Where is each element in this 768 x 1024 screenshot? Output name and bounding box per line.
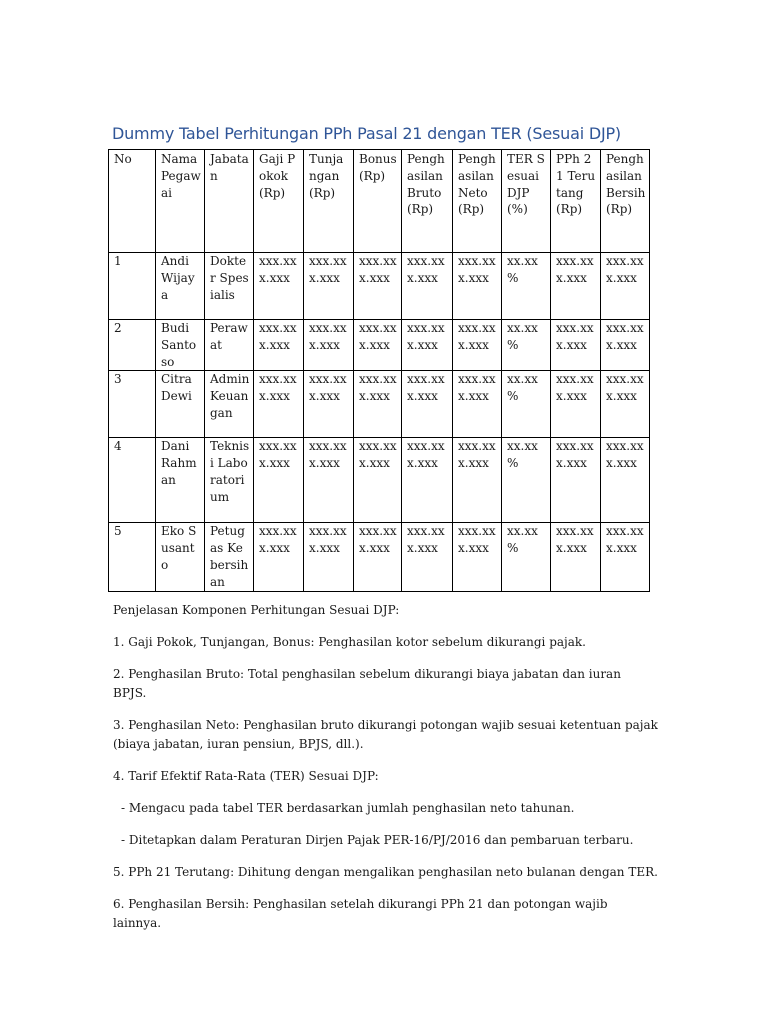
header-tunjangan: Tunjangan (Rp)	[304, 150, 354, 253]
table-row	[109, 438, 650, 523]
cell-no: 5	[109, 523, 156, 591]
header-pph21-terutang: PPh 21 Terutang (Rp)	[551, 150, 601, 253]
cell-jabatan: Dokter Spesialis	[205, 253, 254, 320]
cell-penghasilan-bruto: xxx.xxx.xxx	[402, 320, 453, 371]
note-subitem: - Ditetapkan dalam Peraturan Dirjen Pajak PER-16/PJ/2016 dan pembaruan terbaru.	[121, 833, 634, 847]
note-item: 6. Penghasilan Bersih: Penghasilan setelah dikurangi PPh 21 dan potongan wajib lainnya.	[113, 897, 608, 930]
cell-no: 4	[109, 438, 156, 523]
table-row	[109, 523, 650, 591]
cell-penghasilan-bruto: xxx.xxx.xxx	[402, 438, 453, 523]
cell-nama-pegawai: Andi Wijaya	[156, 253, 205, 320]
table-row	[109, 320, 650, 371]
header-penghasilan-bersih: Penghasilan Bersih (Rp)	[601, 150, 650, 253]
cell-tunjangan: xxx.xxx.xxx	[304, 253, 354, 320]
header-ter: TER Sesuai DJP (%)	[502, 150, 551, 253]
cell-nama-pegawai: Budi Santoso	[156, 320, 205, 371]
header-penghasilan-neto: Penghasilan Neto (Rp)	[453, 150, 502, 253]
cell-no: 2	[109, 320, 156, 371]
header-no: No	[109, 150, 156, 253]
header-penghasilan-bruto: Penghasilan Bruto (Rp)	[402, 150, 453, 253]
cell-ter: xx.xx %	[502, 253, 551, 320]
cell-penghasilan-neto: xxx.xxx.xxx	[453, 253, 502, 320]
header-gaji-pokok: Gaji Pokok (Rp)	[254, 150, 304, 253]
cell-jabatan: Petugas Kebersihan	[205, 523, 254, 591]
cell-nama-pegawai: Eko Susanto	[156, 523, 205, 591]
header-bonus: Bonus (Rp)	[354, 150, 402, 253]
cell-ter: xx.xx %	[502, 438, 551, 523]
cell-no: 1	[109, 253, 156, 320]
cell-pph21-terutang: xxx.xxx.xxx	[551, 371, 601, 438]
cell-pph21-terutang: xxx.xxx.xxx	[551, 523, 601, 591]
cell-penghasilan-neto: xxx.xxx.xxx	[453, 371, 502, 438]
table-row	[109, 371, 650, 438]
cell-bonus: xxx.xxx.xxx	[354, 438, 402, 523]
cell-bonus: xxx.xxx.xxx	[354, 320, 402, 371]
cell-penghasilan-neto: xxx.xxx.xxx	[453, 438, 502, 523]
cell-ter: xx.xx %	[502, 320, 551, 371]
cell-gaji-pokok: xxx.xxx.xxx	[254, 523, 304, 591]
cell-tunjangan: xxx.xxx.xxx	[304, 320, 354, 371]
cell-tunjangan: xxx.xxx.xxx	[304, 438, 354, 523]
cell-pph21-terutang: xxx.xxx.xxx	[551, 438, 601, 523]
cell-bonus: xxx.xxx.xxx	[354, 253, 402, 320]
cell-bonus: xxx.xxx.xxx	[354, 371, 402, 438]
cell-no: 3	[109, 371, 156, 438]
cell-penghasilan-bruto: xxx.xxx.xxx	[402, 371, 453, 438]
note-item: 5. PPh 21 Terutang: Dihitung dengan mengalikan penghasilan neto bulanan dengan TER.	[113, 865, 658, 879]
cell-nama-pegawai: Dani Rahman	[156, 438, 205, 523]
cell-bonus: xxx.xxx.xxx	[354, 523, 402, 591]
cell-jabatan: Teknisi Laboratorium	[205, 438, 254, 523]
cell-penghasilan-bruto: xxx.xxx.xxx	[402, 253, 453, 320]
cell-ter: xx.xx %	[502, 523, 551, 591]
header-jabatan: Jabatan	[205, 150, 254, 253]
note-subitem: - Mengacu pada tabel TER berdasarkan jumlah penghasilan neto tahunan.	[121, 801, 575, 815]
table-header-row	[109, 150, 650, 253]
cell-pph21-terutang: xxx.xxx.xxx	[551, 320, 601, 371]
notes-section	[113, 601, 658, 946]
note-item: 1. Gaji Pokok, Tunjangan, Bonus: Penghasilan kotor sebelum dikurangi pajak.	[113, 635, 586, 649]
cell-nama-pegawai: Citra Dewi	[156, 371, 205, 438]
pph21-table	[108, 149, 650, 592]
cell-tunjangan: xxx.xxx.xxx	[304, 371, 354, 438]
cell-jabatan: Admin Keuangan	[205, 371, 254, 438]
document-title: Dummy Tabel Perhitungan PPh Pasal 21 dengan TER (Sesuai DJP)	[112, 124, 621, 143]
cell-penghasilan-bersih: xxx.xxx.xxx	[601, 438, 650, 523]
cell-pph21-terutang: xxx.xxx.xxx	[551, 253, 601, 320]
note-item: 4. Tarif Efektif Rata-Rata (TER) Sesuai DJP:	[113, 769, 379, 783]
cell-penghasilan-bersih: xxx.xxx.xxx	[601, 320, 650, 371]
cell-gaji-pokok: xxx.xxx.xxx	[254, 253, 304, 320]
cell-gaji-pokok: xxx.xxx.xxx	[254, 320, 304, 371]
cell-penghasilan-neto: xxx.xxx.xxx	[453, 320, 502, 371]
note-item: 3. Penghasilan Neto: Penghasilan bruto dikurangi potongan wajib sesuai ketentuan pajak (biaya jabatan, iuran pensiun, BPJS, dll.).	[113, 718, 658, 751]
cell-penghasilan-bersih: xxx.xxx.xxx	[601, 523, 650, 591]
notes-intro: Penjelasan Komponen Perhitungan Sesuai DJP:	[113, 603, 400, 617]
cell-jabatan: Perawat	[205, 320, 254, 371]
cell-penghasilan-bersih: xxx.xxx.xxx	[601, 371, 650, 438]
cell-penghasilan-bruto: xxx.xxx.xxx	[402, 523, 453, 591]
cell-penghasilan-neto: xxx.xxx.xxx	[453, 523, 502, 591]
note-item: 2. Penghasilan Bruto: Total penghasilan sebelum dikurangi biaya jabatan dan iuran BPJS.	[113, 667, 621, 700]
cell-gaji-pokok: xxx.xxx.xxx	[254, 438, 304, 523]
cell-gaji-pokok: xxx.xxx.xxx	[254, 371, 304, 438]
cell-penghasilan-bersih: xxx.xxx.xxx	[601, 253, 650, 320]
cell-tunjangan: xxx.xxx.xxx	[304, 523, 354, 591]
table-row	[109, 253, 650, 320]
cell-ter: xx.xx %	[502, 371, 551, 438]
header-nama-pegawai: Nama Pegawai	[156, 150, 205, 253]
